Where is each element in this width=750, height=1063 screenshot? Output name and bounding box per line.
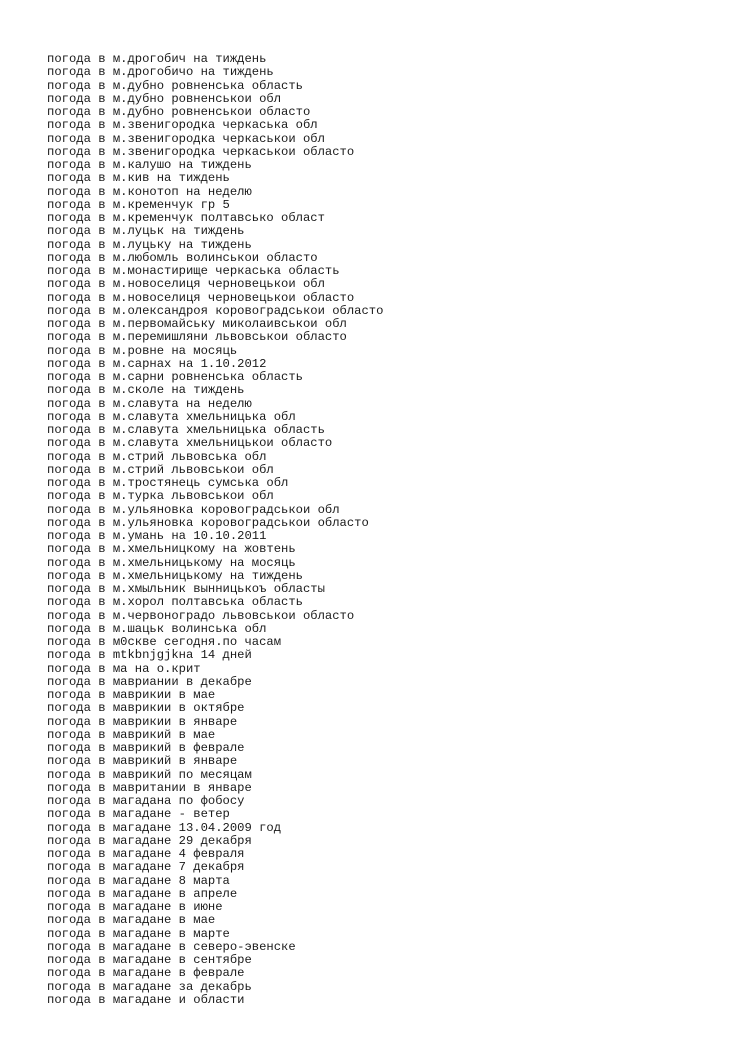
text-line: погода в м.дрогобич на тиждень — [47, 52, 267, 66]
text-line: погода в м.сарни ровненська область — [47, 370, 303, 384]
text-line: погода в м.тростянець сумська обл — [47, 476, 289, 490]
text-line: погода в м.кременчук полтавсько област — [47, 211, 325, 225]
text-line: погода в м.славута хмельницькои областо — [47, 436, 333, 451]
text-line: погода в магадане 7 декабря — [47, 860, 245, 875]
text-line: погода в м.первомайську миколаивськои обл — [47, 317, 347, 331]
text-line: погода в м.славута хмельницька область — [47, 423, 325, 437]
text-line: погода в м.любомль волинськои областо — [47, 250, 318, 265]
text-line: погода в mtkbnjgjkна 14 дней — [47, 648, 252, 663]
text-line: погода в м.кременчук гр 5 — [47, 197, 230, 212]
text-line: погода в маврикий по месяцам — [47, 767, 252, 782]
text-line: погода в м.хмельницькому на мосяць — [47, 555, 296, 570]
text-line: погода в м.луцьку на тиждень — [47, 237, 252, 252]
text-line: погода в м.звенигородка черкаськои областо — [47, 144, 355, 159]
text-line: погода в м.славута на неделю — [47, 396, 252, 411]
text-line: погода в м.звенигородка черкаськои обл — [47, 131, 325, 146]
text-line: погода в мавритании в январе — [47, 780, 252, 795]
text-line: погода в магадане 29 декабря — [47, 833, 252, 848]
text-line: погода в маврикий в мае — [47, 727, 216, 742]
text-line: погода в м.кив на тиждень — [47, 171, 230, 186]
text-line: погода в м.стрий львовськои обл — [47, 462, 274, 477]
text-line: погода в маврикий в феврале — [47, 741, 245, 755]
text-line: погода в м.ульяновка коровоградськои обл — [47, 502, 340, 517]
text-line: погода в м.умань на 10.10.2011 — [47, 529, 267, 543]
text-line-list — [47, 53, 383, 1007]
text-line: погода в м.луцьк на тиждень — [47, 224, 245, 239]
text-line: погода в м.шацьк волинська обл — [47, 621, 267, 636]
text-line: погода в маврикии в октябре — [47, 701, 245, 716]
text-line: погода в м.турка львовськои обл — [47, 489, 274, 504]
text-line: погода в магадане в июне — [47, 900, 223, 914]
text-line: погода в м.олександроя коровоградськои областо — [47, 303, 384, 318]
text-line: погода в м.хорол полтавська область — [47, 595, 303, 610]
text-line: погода в магадане 4 февраля — [47, 847, 245, 861]
text-line: погода в магадане за декабрь — [47, 979, 252, 994]
text-line: погода в ма на о.крит — [47, 661, 201, 676]
text-line: погода в м.дубно ровненськои областо — [47, 105, 311, 119]
text-line: погода в мавриании в декабре — [47, 674, 252, 689]
text-line: погода в м.конотоп на неделю — [47, 184, 252, 199]
text-line: погода в маврикий в январе — [47, 754, 238, 769]
text-line: погода в м.монастирище черкаська область — [47, 264, 340, 278]
text-line: погода в маврикии в январе — [47, 714, 238, 729]
text-line: погода в м.сарнах на 1.10.2012 — [47, 356, 267, 371]
text-line: погода в м.дрогобичо на тиждень — [47, 65, 274, 80]
text-line: погода в магадане 8 марта — [47, 873, 230, 888]
text-line: погода в м.сколе на тиждень — [47, 383, 245, 398]
text-line: погода в м.стрий львовська обл — [47, 449, 267, 464]
text-line: погода в м.калушо на тиждень — [47, 158, 252, 172]
text-line: погода в м.хмыльник вынницькоъ областы — [47, 582, 325, 596]
text-line: погода в магадане в северо-эвенске — [47, 939, 296, 954]
text-line: погода в м.новоселиця черновецькои обл — [47, 277, 325, 292]
text-line: погода в магадане - ветер — [47, 807, 230, 822]
text-line: погода в м.перемишляни львовськои областо — [47, 330, 347, 345]
text-line: погода в магадане в сентябре — [47, 953, 252, 967]
text-line: погода в м.новоселиця черновецькои областо — [47, 290, 355, 305]
text-line: погода в магадана по фобосу — [47, 794, 245, 808]
text-line: погода в м.дубно ровненська область — [47, 78, 303, 93]
text-line: погода в магадане в апреле — [47, 886, 238, 901]
text-line: погода в м.дубно ровненськои обл — [47, 91, 282, 106]
text-line: погода в м.ульяновка коровоградськои областо — [47, 515, 369, 530]
text-line: погода в м.ровне на мосяць — [47, 343, 238, 358]
text-line: погода в магадане 13.04.2009 год — [47, 820, 282, 835]
text-line: погода в магадане в марте — [47, 926, 230, 941]
text-line: погода в м.червоноградо львовськои областо — [47, 608, 355, 623]
text-line: погода в магадане в мае — [47, 913, 216, 928]
text-line: погода в м.хмельницкому на жовтень — [47, 542, 296, 557]
text-line: погода в м.славута хмельницька обл — [47, 409, 296, 424]
text-line: погода в магадане в феврале — [47, 966, 245, 981]
text-line: погода в маврикии в мае — [47, 688, 216, 702]
text-line: погода в м.звенигородка черкаська обл — [47, 118, 318, 133]
text-line: погода в м.хмельницькому на тиждень — [47, 568, 303, 583]
text-line: погода в магадане и области — [47, 992, 245, 1007]
text-line: погода в м0скве сегодня.по часам — [47, 635, 282, 649]
